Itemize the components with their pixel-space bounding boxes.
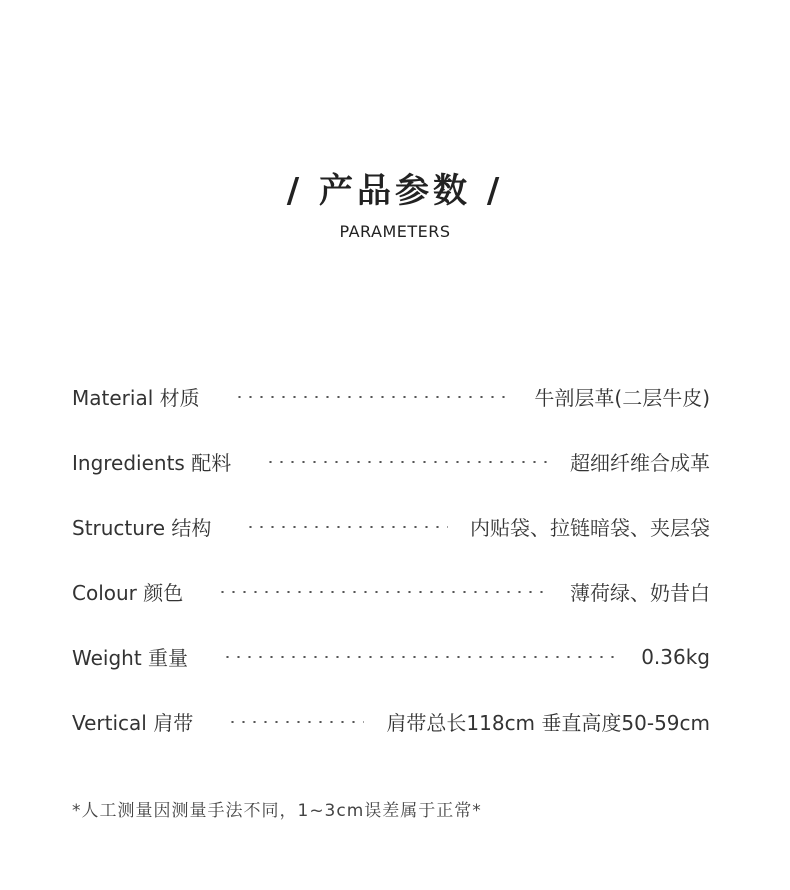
dotted-leader	[217, 591, 548, 593]
dotted-leader	[245, 526, 448, 528]
page-title: / 产品参数 /	[286, 171, 504, 211]
param-label: Colour 颜色	[72, 581, 184, 605]
param-label: Vertical 肩带	[72, 711, 194, 735]
param-row-structure	[72, 506, 710, 547]
param-value: 超细纤维合成革	[570, 451, 710, 475]
param-label: Material 材质	[72, 386, 200, 410]
param-value: 内贴袋、拉链暗袋、夹层袋	[470, 516, 710, 540]
param-row-vertical	[72, 701, 710, 742]
dotted-leader	[265, 461, 548, 463]
dotted-leader	[222, 656, 619, 658]
param-row-colour	[72, 571, 710, 612]
param-value: 0.36kg	[641, 644, 710, 669]
param-label: Ingredients 配料	[72, 451, 232, 475]
page-subtitle: PARAMETERS	[339, 222, 451, 241]
param-value: 牛剖层革(二层牛皮)	[534, 386, 710, 410]
parameter-list	[72, 376, 710, 766]
param-row-weight	[72, 636, 710, 677]
dotted-leader	[234, 396, 513, 398]
measurement-footnote: *人工测量因测量手法不同，1~3cm误差属于正常*	[72, 801, 482, 821]
param-label: Weight 重量	[72, 646, 189, 670]
param-label: Structure 结构	[72, 516, 212, 540]
dotted-leader	[227, 721, 364, 723]
param-row-ingredients	[72, 441, 710, 482]
param-value: 肩带总长118cm 垂直高度50-59cm	[386, 711, 710, 735]
param-value: 薄荷绿、奶昔白	[570, 581, 710, 605]
param-row-material	[72, 376, 710, 417]
header	[0, 168, 790, 242]
